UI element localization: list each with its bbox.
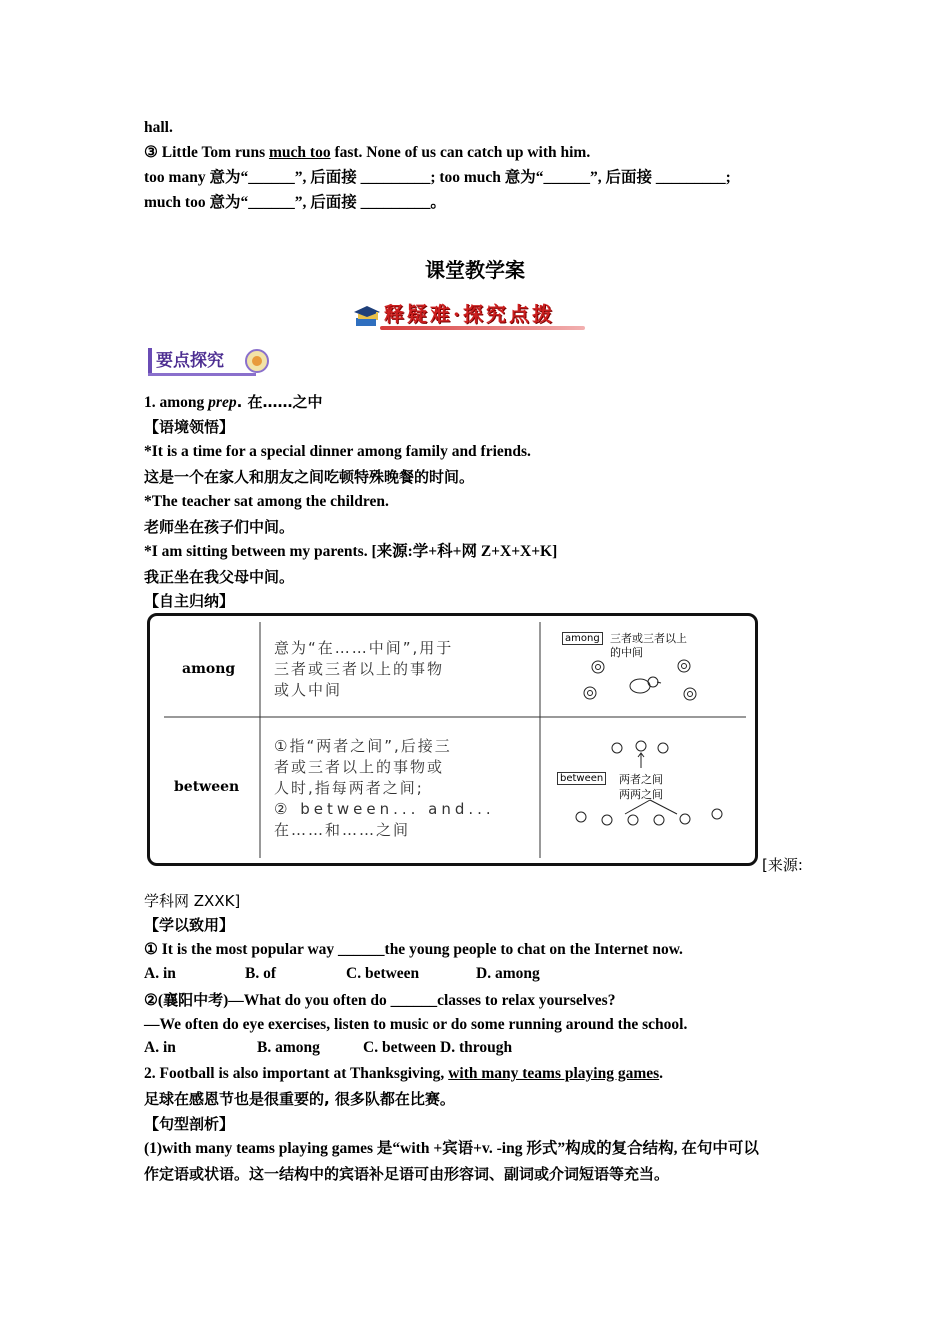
sentence-suffix: fast. None of us can catch up with him.	[330, 144, 591, 161]
source-note-next: 学科网 ZXXK]	[144, 892, 241, 910]
page-title: 课堂教学案	[425, 258, 525, 282]
fill-in-line-too-many: too many 意为“______”, 后面接 _________; too much 意为“______”, 后面接 _________;	[144, 169, 731, 186]
section-label-bar	[148, 348, 152, 374]
desc-line: 人时,指每两者之间;	[274, 779, 424, 797]
section-label-text: 要点探究	[156, 351, 224, 371]
practice-label: 【学以致用】	[144, 916, 235, 934]
between-tag: between	[557, 772, 606, 785]
table-desc-among	[274, 638, 453, 701]
desc-line: 三者或三者以上的事物	[274, 660, 445, 678]
q1-option-b: B. of	[245, 965, 276, 982]
analysis-label: 【句型剖析】	[144, 1115, 235, 1133]
source-note-right: [来源:	[762, 856, 803, 874]
among-between-table	[147, 613, 758, 866]
between-illustration	[555, 734, 745, 854]
item2-prefix: 2. Football is also important at Thanksgiving,	[144, 1065, 449, 1082]
desc-line: 在……和……之间	[274, 821, 411, 839]
example-en-3: *I am sitting between my parents. [来源:学+科+网 Z+X+X+K]	[144, 543, 558, 560]
sentence-prefix: ③ Little Tom runs	[144, 144, 269, 161]
among-illustration	[560, 630, 740, 710]
desc-line: 意为“在……中间”,用于	[274, 639, 454, 657]
q2-option-cd: C. between D. through	[363, 1039, 513, 1056]
q2-exam-source: 襄阳中考	[163, 991, 224, 1009]
desc-line: 者或三者以上的事物或	[274, 758, 445, 776]
q2-option-a: A. in	[144, 1039, 176, 1056]
among-note-2: 的中间	[610, 646, 643, 659]
among-tag: among	[562, 632, 603, 645]
summary-label: 【自主归纳】	[144, 592, 235, 610]
banner-title: 释疑难·探究点拨	[384, 302, 555, 326]
example-sentence-much-too	[144, 143, 590, 163]
q1-option-d: D. among	[476, 965, 540, 982]
heading-pos: prep	[208, 394, 237, 411]
question-1: ① It is the most popular way ______the young people to chat on the Internet now.	[144, 941, 683, 958]
q2-prefix: ②(	[144, 992, 164, 1009]
item2-suffix: .	[659, 1065, 664, 1082]
question-2-answer: —We often do eye exercises, listen to music or do some running around the school.	[144, 1016, 688, 1033]
between-note-1: 两者之间	[619, 773, 663, 786]
banner-underline	[380, 326, 585, 330]
q2-text: )—What do you often do ______classes to relax yourselves?	[223, 992, 616, 1009]
analysis-line-1: (1)with many teams playing games 是“with +宾语+v. -ing 形式”构成的复合结构, 在句中可以	[144, 1140, 759, 1157]
table-desc-between	[274, 736, 495, 841]
between-note-2: 两两之间	[619, 788, 663, 801]
heading-word: 1. among	[144, 394, 209, 411]
example-en-2: *The teacher sat among the children.	[144, 493, 389, 510]
example-en-1: *It is a time for a special dinner among family and friends.	[144, 443, 531, 460]
heading-meaning: . 在……之中	[236, 393, 323, 411]
item1-heading	[144, 392, 323, 413]
item2-sentence	[144, 1064, 663, 1084]
table-word-between: between	[174, 779, 240, 795]
item2-translation: 足球在感恩节也是很重要的, 很多队都在比赛。	[144, 1090, 455, 1108]
graduation-cap-icon	[352, 302, 382, 332]
roses-arrows-icon	[555, 734, 745, 854]
fill-in-line-much-too: much too 意为“______”, 后面接 _________。	[144, 194, 446, 211]
example-cn-2: 老师坐在孩子们中间。	[144, 518, 295, 536]
example-cn-3: 我正坐在我父母中间。	[144, 568, 295, 586]
roses-and-chick-icon	[560, 630, 740, 710]
desc-line: 或人中间	[274, 681, 343, 699]
q1-option-a: A. in	[144, 965, 176, 982]
q2-option-b: B. among	[257, 1039, 320, 1056]
q1-option-c: C. between	[346, 965, 420, 982]
question-2	[144, 990, 615, 1011]
example-cn-1: 这是一个在家人和朋友之间吃顿特殊晚餐的时间。	[144, 468, 475, 486]
underlined-phrase: much too	[269, 144, 331, 161]
text-line-hall: hall.	[144, 119, 173, 136]
section-label-underline	[148, 373, 256, 376]
section-label	[144, 342, 272, 378]
context-label: 【语境领悟】	[144, 418, 235, 436]
analysis-line-2: 作定语或状语。这一结构中的宾语补足语可由形容词、副词或介词短语等充当。	[144, 1165, 670, 1183]
section-banner	[350, 296, 590, 332]
item2-underlined: with many teams playing games	[448, 1065, 660, 1082]
table-word-among: among	[182, 661, 236, 677]
desc-line: ①指“两者之间”,后接三	[274, 737, 452, 755]
flower-badge-icon	[244, 348, 270, 374]
among-note-1: 三者或三者以上	[610, 632, 687, 645]
desc-line: ② between... and...	[274, 800, 495, 818]
